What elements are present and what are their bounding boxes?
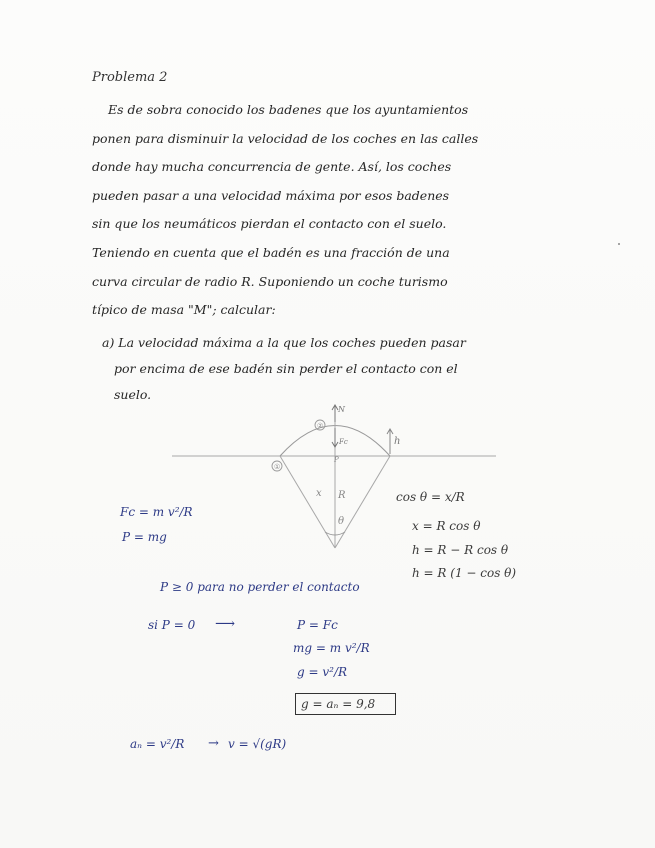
question-line: a) La velocidad máxima a la que los coches pueden pasar <box>102 335 466 350</box>
g-equation: g = v²/R <box>297 665 348 679</box>
fc-label: Fc <box>339 438 348 446</box>
cancel-equation: mg = m v²/R <box>293 641 370 655</box>
problem-title: Problema 2 <box>92 70 168 85</box>
statement-line: donde hay mucha concurrencia de gente. Así, los coches <box>92 159 452 175</box>
statement-line: ponen para disminuir la velocidad de los coches en las calles <box>92 130 479 146</box>
fc-equation: Fc = m v²/R <box>120 505 193 519</box>
statement-line: Teniendo en cuenta que el badén es una fracción de una <box>92 244 450 260</box>
step-arrow: ⟶ <box>215 616 236 632</box>
result-equation: g = aₙ = 9,8 <box>301 697 376 711</box>
height-label: h <box>394 436 401 447</box>
normal-label: N <box>338 405 345 414</box>
x-equation: x = R cos θ <box>412 519 481 533</box>
weight-label: P <box>334 456 339 464</box>
angle-label: θ <box>338 516 345 527</box>
balance-equation: P = Fc <box>297 618 338 632</box>
x-label: x <box>316 488 322 499</box>
radius-label: R <box>338 490 346 501</box>
point-2-label: ② <box>317 422 324 430</box>
statement-line: pueden pasar a una velocidad máxima por esos badenes <box>92 187 450 203</box>
pencil-dot <box>618 243 620 245</box>
statement-line: sin que los neumáticos pierdan el contacto con el suelo. <box>92 216 447 232</box>
weight-equation: P = mg <box>122 530 167 544</box>
point-1-label: ① <box>274 463 281 471</box>
radius-left <box>280 456 335 548</box>
velocity-equation: v = √(gR) <box>228 737 287 751</box>
statement-line: curva circular de radio R. Suponiendo un coche turismo <box>92 273 448 289</box>
h-equation-2: h = R (1 − cos θ) <box>412 566 517 580</box>
condition-text: P ≥ 0 para no perder el contacto <box>160 580 360 594</box>
radius-right <box>335 456 390 548</box>
h-equation-1: h = R − R cos θ <box>412 543 509 557</box>
centripetal-equation: aₙ = v²/R <box>130 737 185 751</box>
if-condition: si P = 0 <box>148 618 196 632</box>
question-line: por encima de ese badén sin perder el contacto con el <box>114 361 458 376</box>
cos-equation: cos θ = x/R <box>396 490 465 504</box>
question-line: suelo. <box>114 387 152 402</box>
final-arrow: → <box>208 736 219 751</box>
statement-line: típico de masa "M"; calcular: <box>92 302 276 318</box>
statement-line: Es de sobra conocido los badenes que los ayuntamientos <box>108 102 469 117</box>
